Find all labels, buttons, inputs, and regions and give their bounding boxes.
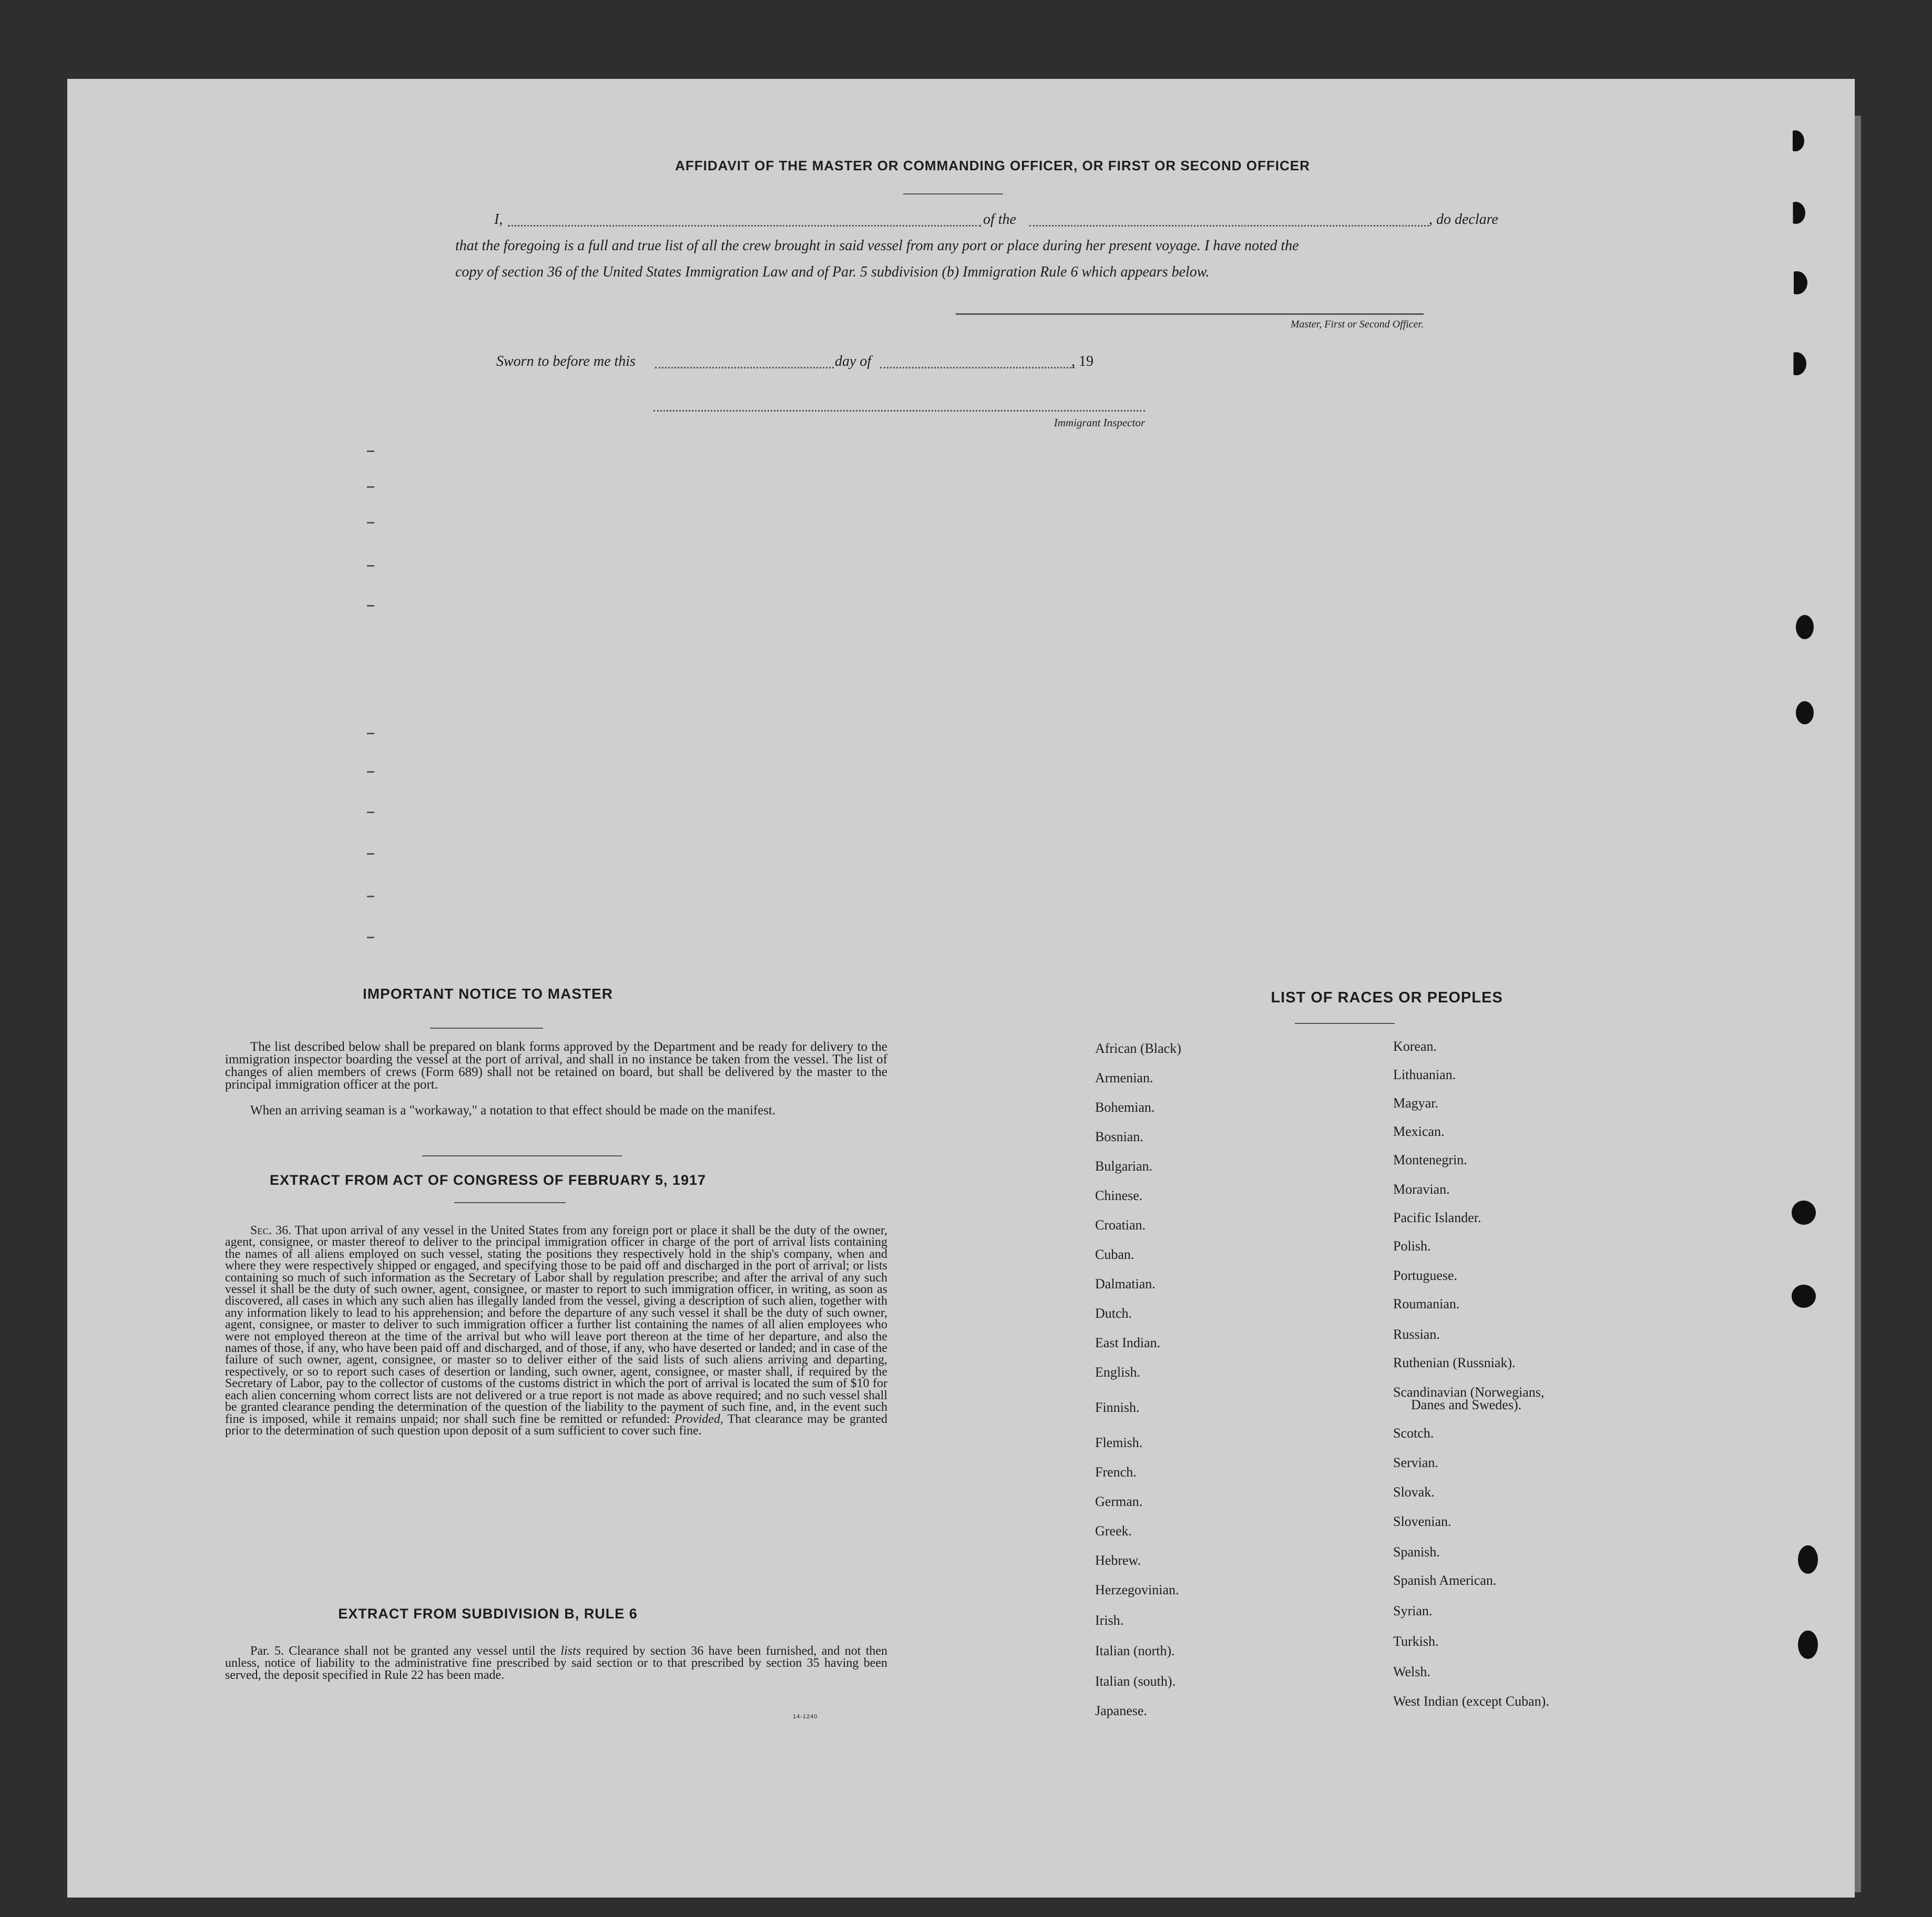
sworn-day-field[interactable] [655,367,834,368]
race-item: Servian. [1393,1455,1438,1470]
race-item: Chinese. [1095,1188,1143,1203]
race-item: Italian (south). [1095,1674,1176,1689]
race-item: English. [1095,1365,1140,1380]
punch-hole [1786,130,1804,151]
master-name-field[interactable] [508,225,981,227]
race-item: Finnish. [1095,1400,1140,1415]
extract-rule-title: EXTRACT FROM SUBDIVISION B, RULE 6 [338,1606,638,1622]
race-item: Bohemian. [1095,1100,1155,1115]
race-item: Bosnian. [1095,1129,1143,1144]
extract-act-title: EXTRACT FROM ACT OF CONGRESS OF FEBRUARY 5, 1917 [269,1172,707,1188]
punch-hole [1798,1631,1818,1659]
officer-signature-line[interactable] [956,313,1424,315]
punch-hole [1786,352,1806,375]
race-item: African (Black) [1095,1041,1181,1056]
race-item: Bulgarian. [1095,1159,1153,1174]
race-item: Irish. [1095,1613,1124,1628]
margin-dash [367,853,374,855]
race-item: Scandinavian (Norwegians, [1393,1385,1545,1400]
race-item: French. [1095,1464,1137,1480]
provided-word: Provided, [674,1412,723,1426]
race-item: Dalmatian. [1095,1276,1156,1291]
affidavit-declare-label: , do declare [1429,211,1498,228]
race-item: Welsh. [1393,1664,1430,1679]
margin-dash [367,565,374,567]
form-page [67,79,1855,1898]
inspector-signature-line[interactable] [653,410,1145,412]
punch-hole [1796,615,1814,639]
margin-dash [367,450,374,452]
races-title-rule [1295,1023,1395,1024]
race-item: Flemish. [1095,1435,1143,1450]
margin-dash [367,605,374,607]
race-item: Korean. [1393,1039,1437,1054]
race-item: Italian (north). [1095,1643,1175,1658]
race-item: Mexican. [1393,1124,1445,1139]
sworn-day-of-label: day of [835,353,872,370]
punch-hole [1796,701,1814,724]
race-item: Herzegovinian. [1095,1582,1179,1597]
race-item: Danes and Swedes). [1411,1397,1522,1412]
race-item: Moravian. [1393,1182,1450,1197]
affidavit-title-rule [903,193,1003,194]
form-number: 14-1240 [793,1714,818,1720]
vessel-name-field[interactable] [1029,225,1429,227]
race-item: Syrian. [1393,1603,1433,1618]
extract-act-title-rule [454,1202,566,1203]
race-item: Spanish. [1393,1544,1440,1560]
notice-title-rule [430,1028,543,1029]
race-item: Spanish American. [1393,1573,1497,1588]
inspector-caption: Immigrant Inspector [1054,416,1145,429]
race-item: Dutch. [1095,1306,1132,1321]
margin-dash [367,937,374,938]
affidavit-of-the-label: of the [983,211,1016,228]
sworn-year-label: , 19 [1071,353,1093,370]
officer-signature-caption: Master, First or Second Officer. [1290,319,1424,330]
race-item: Russian. [1393,1327,1440,1342]
race-item: Croatian. [1095,1217,1146,1233]
race-item: Armenian. [1095,1070,1153,1085]
race-item: Slovak. [1393,1484,1435,1500]
race-item: Cuban. [1095,1247,1134,1262]
punch-hole [1792,1201,1816,1225]
margin-dash [367,733,374,734]
punch-hole [1792,1285,1816,1308]
margin-dash [367,812,374,813]
race-item: Montenegrin. [1393,1152,1467,1167]
race-item: Lithuanian. [1393,1067,1456,1082]
margin-dash [367,771,374,773]
race-item: Japanese. [1095,1703,1147,1718]
sec-36-text-end: That clearance may be granted prior to the determination of such question upon deposit of a sum sufficient to cover such fine. [225,1412,887,1438]
margin-dash [367,522,374,524]
race-item: Magyar. [1393,1095,1438,1111]
extract-rule-body [225,1645,887,1682]
notice-paragraph-1: The list described below shall be prepared on blank forms approved by the Department and be ready for delivery to the immigration inspector boarding the vessel at the port of arrival, and shall in no instance be taken from the vessel. The list of changes of alien members of crews (Form 689) shall not be retained on board, but shall be delivered by the master to the principal immigration officer at the port. [225,1040,887,1092]
race-item: Greek. [1095,1523,1132,1539]
margin-dash [367,896,374,897]
race-item: Slovenian. [1393,1514,1451,1529]
par-5-text: Par. 5. Clearance shall not be granted any vessel until the [250,1644,556,1658]
affidavit-line-3: copy of section 36 of the United States Immigration Law and of Par. 5 subdivision (b) Immigration Rule 6 which appears below. [455,264,1210,280]
race-item: Pacific Islander. [1393,1210,1481,1225]
races-title: LIST OF RACES OR PEOPLES [1271,989,1503,1006]
race-item: East Indian. [1095,1335,1161,1350]
race-item: Roumanian. [1393,1296,1460,1311]
par-5-text-end: required by section 36 have been furnished, and not then unless, notice of liability to the administrative fine prescribed by said section or to that prescribed by section 35 having been served, the deposit specified in Rule 22 has been made. [225,1644,888,1682]
race-item: German. [1095,1494,1143,1509]
notice-title: IMPORTANT NOTICE TO MASTER [362,986,614,1002]
sec-36-text: That upon arrival of any vessel in the United States from any foreign port or place it shall be the duty of the owner, agent, consignee, or master thereof to deliver to the principal immigration officer in charge of the port of arrival lists containing the names of all aliens employed on such vessel, stating the positions they respectively hold in the ship's company, when and where they were respectively shipped or engaged, and specifying those to be paid off and discharged in the port of arrival; or lists containing so much of such information as the Secretary of Labor shall by regulation prescribe; and after the arrival of any such vessel it shall be the duty of such owner, agent, consignee, or master to report to such immigration officer, in writing, as soon as discovered, all cases in which any such alien has illegally landed from the vessel, giving a description of such alien, together with any information likely to lead to his apprehension; and before the departure of any such vessel it shall be the duty of such owner, agent, consignee, or master to deliver to such immigration officer a further list containing the names of all alien employees who were not employed thereon at the time of the arrival but who will leave port thereon at the time of her departure, and also the names of those, if any, who have been paid off and discharged, and of those, if any, who have deserted or landed; and in case of the failure of such owner, agent, consignee, or master so to deliver either of the said lists of such aliens arriving and departing, respectively, or so to report such cases of desertion or landing, such owner, agent, consignee, or master shall, if required by the Secretary of Labor, pay to the collector of customs of the customs district in which the port of arrival is located the sum of $10 for each alien concerning whom correct lists are not delivered or a true report is not made as above required; and no such vessel shall be granted clearance pending the determination of the question of the liability to the payment of such fine, and, in the event such fine is imposed, while it remains unpaid; nor shall such fine be remitted or refunded: [225,1224,887,1426]
punch-hole [1798,1545,1818,1574]
race-item: Scotch. [1393,1426,1434,1441]
notice-separator-rule [422,1155,622,1156]
sworn-month-field[interactable] [880,367,1075,368]
race-item: Polish. [1393,1238,1431,1254]
race-item: Hebrew. [1095,1553,1141,1568]
affidavit-title: AFFIDAVIT OF THE MASTER OR COMMANDING OFFICER, OR FIRST OR SECOND OFFICER [675,158,1310,173]
sworn-prefix: Sworn to before me this [496,353,636,370]
affidavit-i-label: I, [494,211,503,228]
extract-act-body [225,1225,887,1437]
punch-hole [1786,202,1805,224]
lists-word: lists [560,1644,581,1658]
race-item: West Indian (except Cuban). [1393,1694,1549,1709]
sec-36-label: Sec. 36. [250,1224,292,1237]
race-item: Ruthenian (Russniak). [1393,1355,1516,1370]
notice-paragraph-2: When an arriving seaman is a "workaway," a notation to that effect should be made on the manifest. [250,1103,776,1118]
race-item: Portuguese. [1393,1268,1458,1283]
margin-dash [367,486,374,488]
affidavit-line-2: that the foregoing is a full and true list of all the crew brought in said vessel from any port or place during her present voyage. I have noted the [455,238,1299,254]
punch-hole [1786,271,1807,294]
race-item: Turkish. [1393,1634,1439,1649]
